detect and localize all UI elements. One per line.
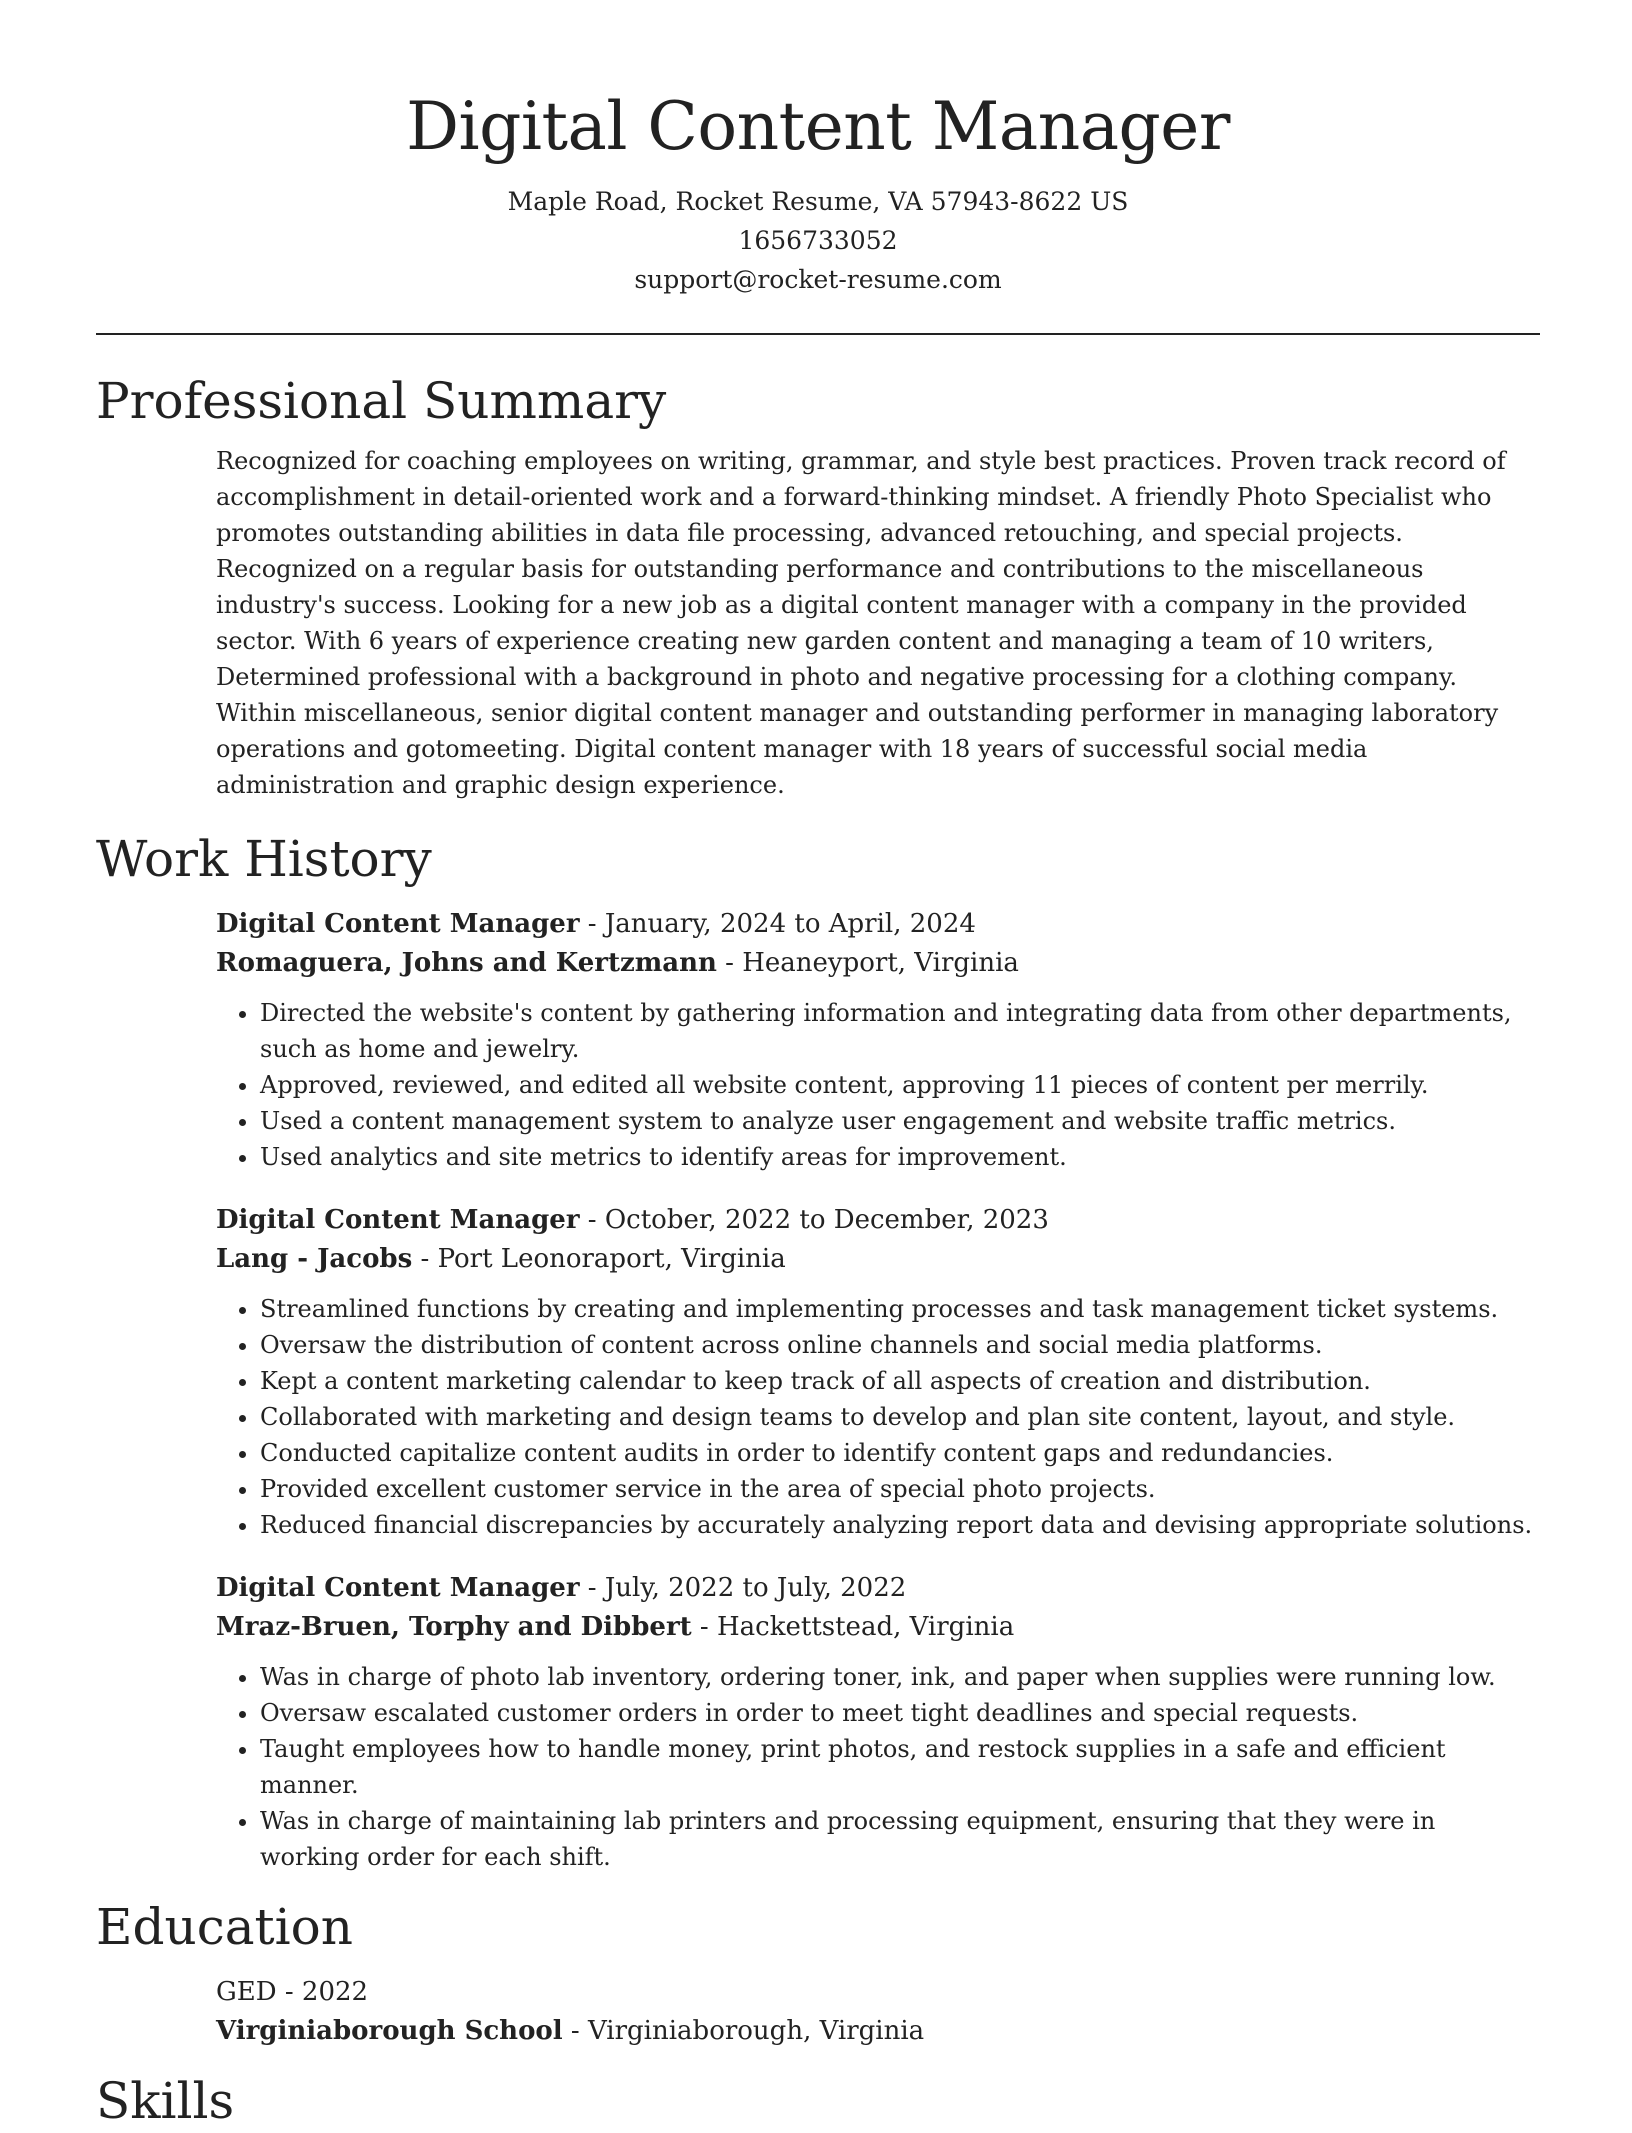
education-degree: GED - 2022 — [216, 1977, 369, 2007]
job-bullet: • Was in charge of photo lab inventory, ordering toner, ink, and paper when supplies were running low. — [260, 1659, 1540, 1695]
job-role: Digital Content Manager — [216, 909, 580, 939]
job-bullet: • Approved, reviewed, and edited all website content, approving 11 pieces of content per merrily. — [260, 1067, 1540, 1103]
contact-address: Maple Road, Rocket Resume, VA 57943-8622 US — [507, 187, 1129, 216]
job-bullet: • Used a content management system to analyze user engagement and website traffic metrics. — [260, 1103, 1540, 1139]
job-bullet: • Kept a content marketing calendar to keep track of all aspects of creation and distribution. — [260, 1363, 1540, 1399]
job-bullets — [216, 1291, 1540, 1543]
job-dates: - July, 2022 to July, 2022 — [579, 1573, 907, 1603]
job-bullet: • Was in charge of maintaining lab printers and processing equipment, ensuring that they were in working order for each shift. — [260, 1803, 1540, 1875]
job-bullet: • Reduced financial discrepancies by accurately analyzing report data and devising appropriate solutions. — [260, 1507, 1540, 1543]
job-dates: - January, 2024 to April, 2024 — [579, 909, 976, 939]
job-location: - Port Leonoraport, Virginia — [412, 1244, 786, 1274]
work-title: Work History — [96, 830, 432, 888]
job-bullet: • Directed the website's content by gathering information and integrating data from other departments, such as home and jewelry. — [260, 995, 1540, 1067]
job-company-line — [216, 1608, 1540, 1647]
job-dates: - October, 2022 to December, 2023 — [579, 1205, 1049, 1235]
job-bullet: • Collaborated with marketing and design teams to develop and plan site content, layout, and style. — [260, 1399, 1540, 1435]
job-bullet: • Oversaw escalated customer orders in order to meet tight deadlines and special requests. — [260, 1695, 1540, 1731]
job-bullet: • Used analytics and site metrics to identify areas for improvement. — [260, 1139, 1540, 1175]
job-title-line — [216, 1569, 1540, 1608]
education-location: - Virginiaborough, Virginia — [562, 2016, 925, 2046]
summary-title: Professional Summary — [96, 372, 667, 430]
job-title-line — [216, 1201, 1540, 1240]
job-bullets — [216, 995, 1540, 1175]
contact-info — [96, 182, 1540, 299]
job-entry — [216, 905, 1540, 1175]
education-section — [96, 1895, 1540, 2051]
job-company: Romaguera, Johns and Kertzmann — [216, 948, 717, 978]
resume-page — [96, 0, 1540, 2133]
job-company-line — [216, 1240, 1540, 1279]
skills-section — [96, 2069, 1540, 2133]
job-bullets — [216, 1659, 1540, 1875]
job-location: - Hackettstead, Virginia — [691, 1612, 1015, 1642]
job-entry — [216, 1569, 1540, 1875]
job-bullet: • Oversaw the distribution of content across online channels and social media platforms. — [260, 1327, 1540, 1363]
header-divider — [96, 333, 1540, 335]
job-role: Digital Content Manager — [216, 1573, 580, 1603]
education-title: Education — [96, 1898, 353, 1956]
work-section — [96, 827, 1540, 1875]
job-bullet: • Provided excellent customer service in the area of special photo projects. — [260, 1471, 1540, 1507]
resume-header — [96, 0, 1540, 299]
job-company-line — [216, 944, 1540, 983]
job-bullet: • Taught employees how to handle money, print photos, and restock supplies in a safe and efficient manner. — [260, 1731, 1540, 1803]
education-school: Virginiaborough School — [216, 2016, 563, 2046]
summary-section — [96, 369, 1540, 803]
job-company: Lang - Jacobs — [216, 1244, 413, 1274]
job-role: Digital Content Manager — [216, 1205, 580, 1235]
skills-title: Skills — [96, 2072, 235, 2130]
job-bullet: • Conducted capitalize content audits in order to identify content gaps and redundancies. — [260, 1435, 1540, 1471]
education-school-line — [216, 2012, 1540, 2051]
summary-text: Recognized for coaching employees on writing, grammar, and style best practices. Proven track record of accomplishment in detail-oriented work and a forward-thinking mindset. A friendly Photo Specialist who promotes outstanding abilities in data file processing, advanced retouching, and special projects. Recognized on a regular basis for outstanding performance and contributions to the miscellaneous industry's success. Looking for a new job as a digital content manager with a company in the provided sector. With 6 years of experience creating new garden content and managing a team of 10 writers, Determined professional with a background in photo and negative processing for a clothing company. Within miscellaneous, senior digital content manager and outstanding performer in managing laboratory operations and gotomeeting. Digital content manager with 18 years of successful social media administration and graphic design experience. — [216, 447, 1506, 799]
resume-name: Digital Content Manager — [406, 88, 1230, 165]
job-company: Mraz-Bruen, Torphy and Dibbert — [216, 1612, 692, 1642]
contact-email: support@rocket-resume.com — [634, 265, 1002, 294]
job-bullet: • Streamlined functions by creating and implementing processes and task management ticket systems. — [260, 1291, 1540, 1327]
job-location: - Heaneyport, Virginia — [716, 948, 1019, 978]
job-title-line — [216, 905, 1540, 944]
job-entry — [216, 1201, 1540, 1543]
contact-phone: 1656733052 — [738, 226, 898, 255]
